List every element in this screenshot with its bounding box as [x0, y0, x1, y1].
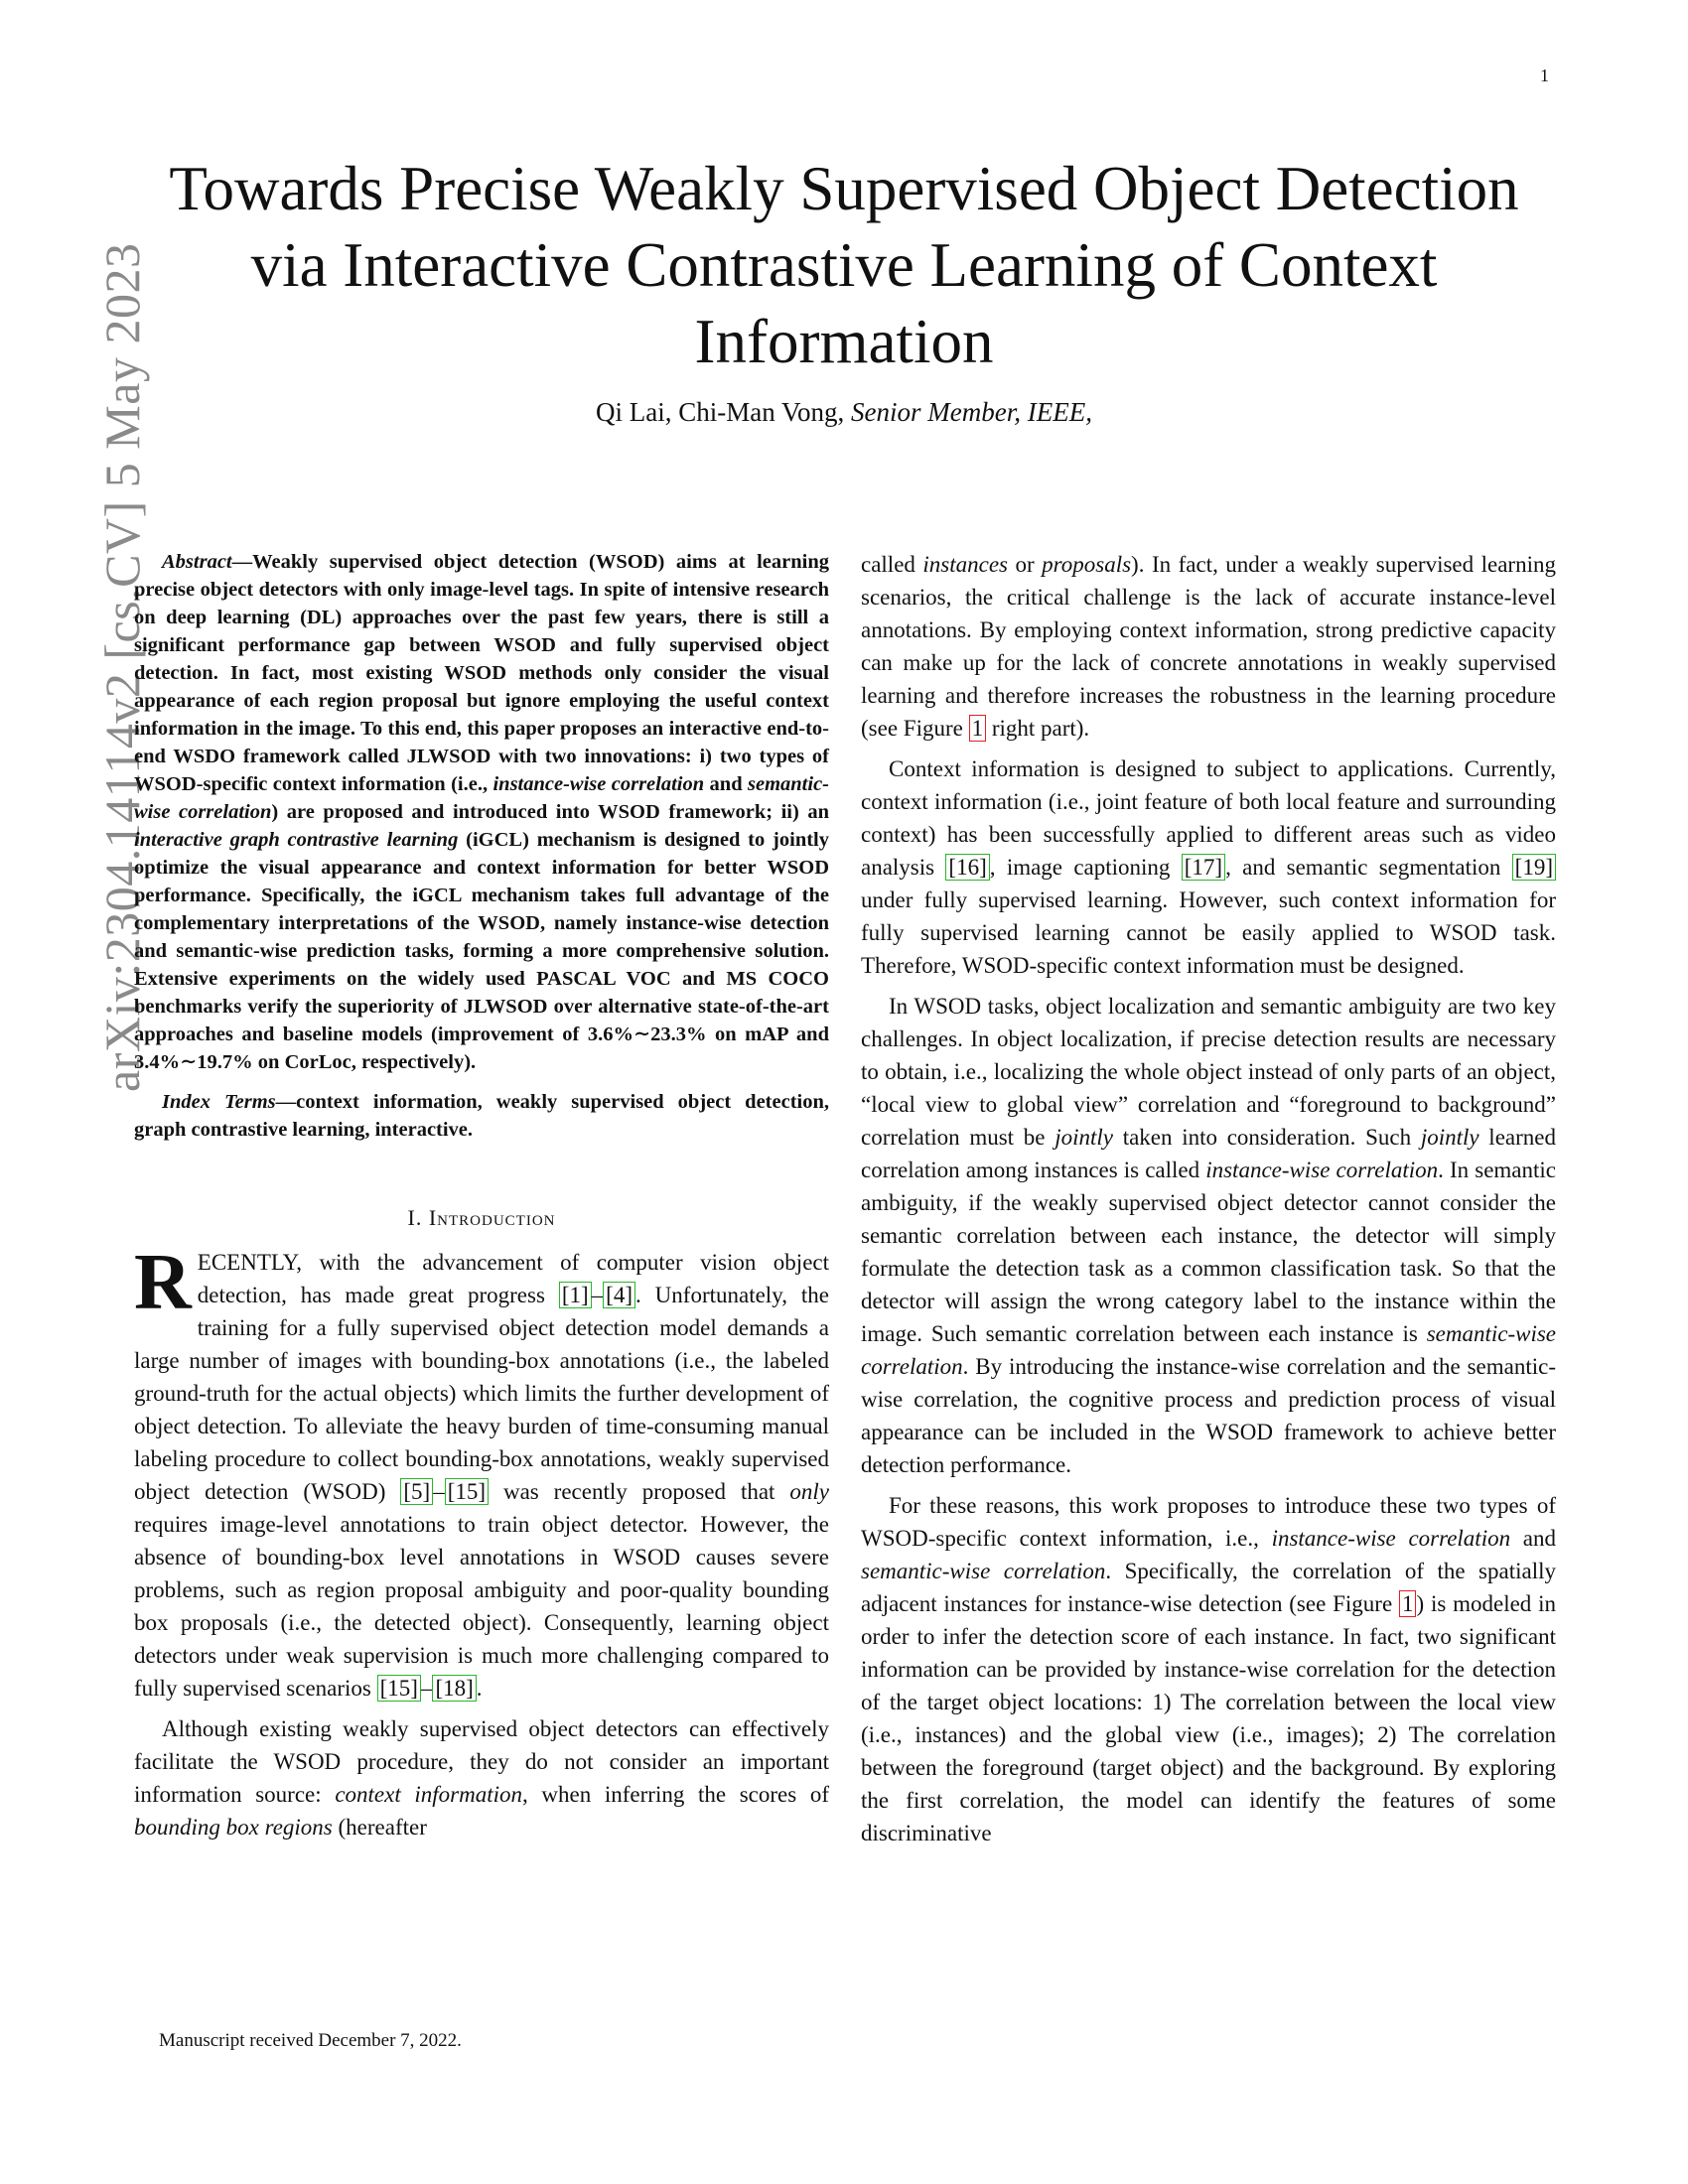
paragraph-text: was recently proposed that [489, 1479, 790, 1504]
citation-link[interactable]: [18] [432, 1675, 476, 1702]
paragraph-text: (hereafter [332, 1815, 427, 1840]
citation-link[interactable]: [15] [377, 1675, 421, 1702]
paragraph-text: , when inferring the scores of [522, 1782, 830, 1807]
intro-paragraph-4 [861, 990, 1556, 1481]
abstract-text: —Weakly supervised object detection (WSOD) aims at learning precise object detectors with only image-level tags. In spite of intensive research on deep learning (DL) approaches over the past few years, there is still a significant performance gap between WSOD and fully supervised object detection. In fact, most existing WSOD methods only consider the visual appearance of each region proposal but ignore employing the useful context information in the image. To this end, this paper proposes an interactive end-to-end WSDO framework called JLWSOD with two innovations: i) two types of WSOD-specific context information (i.e., [134, 551, 829, 795]
abstract-emphasis: instance-wise correlation [492, 773, 705, 795]
citation-link[interactable]: [1] [559, 1282, 592, 1308]
manuscript-footnote: Manuscript received December 7, 2022. [159, 2030, 462, 2051]
paragraph-text: or [1008, 552, 1043, 577]
paragraph-emphasis: jointly [1420, 1125, 1479, 1150]
citation-link[interactable]: [17] [1182, 854, 1225, 881]
paragraph-text: ECENTLY, with the advancement of computer vision object detection, has made great progress [197, 1250, 829, 1307]
paragraph-text: Although existing weakly supervised object detectors can effectively facilitate the WSOD procedure, they do not consider an important information source: [134, 1716, 829, 1807]
paragraph-text: right part). [986, 716, 1090, 741]
paragraph-text: under fully supervised learning. However, such context information for fully supervised learning cannot be easily applied to WSOD task. Therefore, WSOD-specific context information must be designed. [861, 887, 1556, 978]
page-number: 1 [1540, 66, 1549, 85]
abstract-text: and [704, 773, 748, 795]
paragraph-text: learned correlation among instances is called [861, 1125, 1556, 1182]
intro-paragraph-3 [861, 752, 1556, 982]
citation-link[interactable]: [5] [400, 1478, 433, 1505]
abstract [134, 548, 829, 1076]
paragraph-text: . Unfortunately, the training for a fully supervised object detection model demands a large number of images with bounding-box annotations (i.e., the labeled ground-truth for the actual objects) which limits the further development of object detection. To alleviate the heavy burden of time-consuming manual labeling procedure to collect bounding-box annotations, weakly supervised object detection (WSOD) [134, 1283, 829, 1504]
right-column [861, 548, 1556, 1857]
abstract-text: ) are proposed and introduced into WSOD framework; ii) an [271, 801, 829, 823]
paragraph-emphasis: instances [922, 552, 1009, 577]
citation-link[interactable]: [4] [603, 1282, 635, 1308]
paragraph-text: . Specifically, the correlation of the spatially adjacent instances for instance-wise detection (see Figure [861, 1559, 1556, 1616]
intro-paragraph-1 [134, 1239, 829, 1705]
abstract-emphasis: interactive graph contrastive learning [134, 829, 459, 851]
paragraph-emphasis: instance-wise correlation [1271, 1526, 1511, 1551]
paragraph-emphasis: semantic-wise correlation [861, 1559, 1106, 1583]
paragraph-text: , and semantic segmentation [1225, 855, 1512, 880]
citation-link[interactable]: [15] [445, 1478, 489, 1505]
abstract-label: Abstract [162, 551, 232, 573]
abstract-text: (iGCL) mechanism is designed to jointly optimize the visual appearance and context information for better WSOD performance. Specifically, the iGCL mechanism takes full advantage of the complementary interpretations of the WSOD, namely instance-wise detection and semantic-wise prediction tasks, forming a more comprehensive solution. Extensive experiments on the widely used PASCAL VOC and MS COCO benchmarks verify the superiority of JLWSOD over alternative state-of-the-art approaches and baseline models (improvement of 3.6%∼23.3% on mAP and 3.4%∼19.7% on CorLoc, respectively). [134, 829, 829, 1073]
paper-title: Towards Precise Weakly Supervised Object Detection via Interactive Contrastive Learning of Context Information [169, 154, 1519, 376]
paragraph-text: taken into consideration. Such [1112, 1125, 1421, 1150]
left-column [134, 548, 829, 1851]
author-affiliation: Senior Member, IEEE, [851, 397, 1092, 427]
author-names: Qi Lai, Chi-Man Vong, [596, 397, 852, 427]
paragraph-text: requires image-level annotations to train object detector. However, the absence of bounding-box level annotations in WSOD causes severe problems, such as region proposal ambiguity and poor-quality bounding box proposals (i.e., the detected object). Consequently, learning object detectors under weak supervision is much more challenging compared to fully supervised scenarios [134, 1512, 829, 1701]
paragraph-emphasis: instance-wise correlation [1205, 1158, 1439, 1182]
arxiv-identifier-stamp[interactable]: arXiv:2304.14114v2 [cs.CV] 5 May 2023 [94, 242, 150, 1092]
paragraph-text: and [1510, 1526, 1556, 1551]
index-terms [134, 1088, 829, 1144]
drop-cap: R [134, 1239, 192, 1326]
paragraph-emphasis: bounding box regions [134, 1815, 333, 1840]
paragraph-text: , image captioning [989, 855, 1182, 880]
paragraph-text: called [861, 552, 923, 577]
intro-paragraph-2-continued [861, 548, 1556, 745]
intro-paragraph-2 [134, 1712, 829, 1843]
abstract-emphasis: semantic-wise correlation [134, 773, 829, 823]
paragraph-text: ) is modeled in order to infer the detection score of each instance. In fact, two significant information can be provided by instance-wise correlation for the detection of the target object locations: 1) The correlation between the local view (i.e., instances) and the global view (i.e., images); 2) The correlation between the foreground (target object) and the background. By exploring the first correlation, the model can identify the features of some discriminative [861, 1591, 1556, 1845]
citation-link[interactable]: [16] [945, 854, 989, 881]
paragraph-text: – [591, 1283, 604, 1307]
section-heading-introduction: I. Introduction [407, 1205, 556, 1230]
paragraph-text: In WSOD tasks, object localization and semantic ambiguity are two key challenges. In object localization, if precise detection results are necessary to obtain, i.e., localizing the whole object instead of only parts of an object, “local view to global view” correlation and “foreground to background” correlation must be [861, 994, 1556, 1150]
figure-reference-link[interactable]: 1 [969, 715, 987, 742]
figure-reference-link[interactable]: 1 [1399, 1590, 1417, 1617]
paragraph-text: . In semantic ambiguity, if the weakly supervised object detector cannot consider the semantic correlation between each instance, the detector will simply formulate the detection task as a common classification task. So that the detector will assign the wrong category label to the instance within the image. Such semantic correlation between each instance is [861, 1158, 1556, 1346]
paragraph-text: Context information is designed to subject to applications. Currently, context information (i.e., joint feature of both local feature and surrounding context) has been successfully applied to different areas such as video analysis [861, 756, 1556, 880]
intro-paragraph-5 [861, 1489, 1556, 1849]
paragraph-text: ). In fact, under a weakly supervised learning scenarios, the critical challenge is the lack of accurate instance-level annotations. By employing context information, strong predictive capacity can make up for the lack of concrete annotations in weakly supervised learning and therefore increases the robustness in the learning procedure (see Figure [861, 552, 1556, 741]
paragraph-text: . By introducing the instance-wise correlation and the semantic-wise correlation, the cognitive process and prediction process of visual appearance can be included in the WSOD framework to achieve better detection performance. [861, 1354, 1556, 1477]
index-terms-label: Index Terms [162, 1091, 276, 1113]
paragraph-emphasis: semantic-wise correlation [861, 1321, 1556, 1379]
paragraph-emphasis: context information [335, 1782, 522, 1807]
paragraph-text: – [420, 1676, 433, 1701]
paragraph-text: For these reasons, this work proposes to introduce these two types of WSOD-specific context information, i.e., [861, 1493, 1556, 1551]
citation-link[interactable]: [19] [1512, 854, 1556, 881]
index-terms-text: —context information, weakly supervised object detection, graph contrastive learning, interactive. [134, 1091, 829, 1141]
author-line [129, 397, 1559, 428]
paragraph-emphasis: jointly [1055, 1125, 1113, 1150]
paragraph-text: . [476, 1676, 483, 1701]
paragraph-emphasis: proposals [1042, 552, 1132, 577]
paragraph-text: – [433, 1479, 445, 1504]
paragraph-emphasis: only [789, 1479, 829, 1504]
